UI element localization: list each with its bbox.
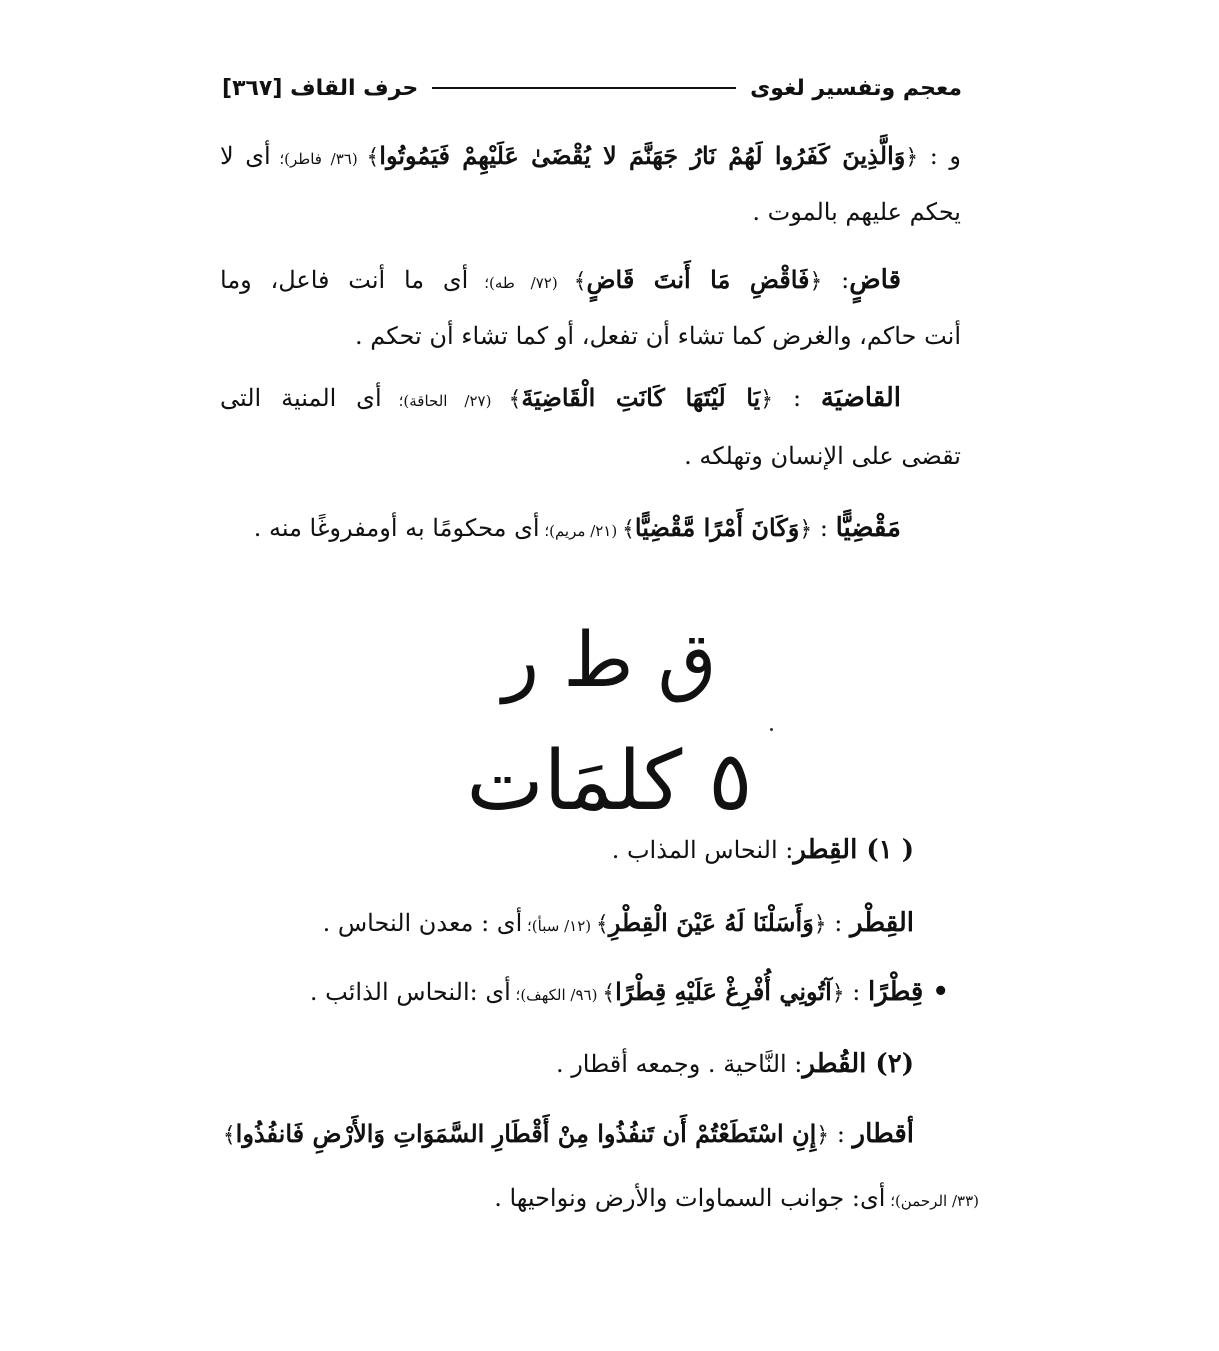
- quran-verse: فَاقْضِ مَا أَنتَ قَاضٍ: [586, 265, 810, 294]
- text-run: و :: [918, 142, 961, 170]
- quran-verse: يَا لَيْتَهَا كَانَتِ الْقَاضِيَةَ: [521, 383, 761, 412]
- text-run: ﴾: [573, 269, 587, 294]
- text-run: ﴾: [595, 912, 609, 937]
- text-run: :: [812, 514, 836, 542]
- text-run: ﴾: [508, 387, 522, 412]
- text-run: أى ما أنت فاعل، وما: [220, 266, 469, 294]
- text-run: أى : معدن النحاس .: [322, 909, 523, 937]
- entry-line: [222, 1114, 914, 1154]
- quran-verse: آتُونِي أُفْرِغْ عَلَيْهِ قِطْرًا: [615, 977, 832, 1006]
- entry-line: [220, 1044, 914, 1084]
- text-run: أى لا: [220, 142, 271, 170]
- text-run: ﴿: [760, 387, 774, 412]
- verse-reference: (٩٦/ الكهف)؛: [510, 986, 603, 1004]
- headword: قاضٍ: [849, 265, 902, 295]
- entry-line: [220, 316, 961, 356]
- headword: القاضيَة: [820, 383, 902, 413]
- text-run: ﴾: [222, 1123, 236, 1148]
- quran-verse: وَأَسَلْنَا لَهُ عَيْنَ الْقِطْرِ: [608, 908, 814, 937]
- root-letters-heading: ق ط ر: [502, 615, 717, 704]
- quran-verse: وَكَانَ أَمْرًا مَّقْضِيًّا: [634, 513, 800, 542]
- text-run: أى المنية التى: [220, 384, 382, 412]
- quran-verse: وَالَّذِينَ كَفَرُوا لَهُمْ نَارُ جَهَنَّمَ لا يُقْضَىٰ عَلَيْهِمْ فَيَمُوتُوا: [379, 141, 906, 170]
- text-run: أنت حاكم، والغرض كما تشاء أن تفعل، أو كما تشاء أن تحكم .: [355, 322, 961, 350]
- entry-line: [220, 378, 901, 418]
- quran-verse: إِنِ اسْتَطَعْتُمْ أَن تَنفُذُوا مِنْ أَقْطَارِ السَّمَوَاتِ وَالأَرْضِ فَانفُذُوا: [235, 1119, 817, 1148]
- text-run: أى: جوانب السماوات والأرض ونواحيها .: [494, 1184, 886, 1212]
- text-run: :: [829, 1120, 853, 1148]
- header-rule: [432, 87, 736, 89]
- text-run: :: [773, 384, 821, 412]
- text-run: أى محكومًا به أومفروغًا منه .: [253, 514, 540, 542]
- word-count-heading: ٥ كلمَات: [466, 734, 753, 829]
- text-run: يحكم عليهم بالموت .: [752, 198, 961, 226]
- text-run: ﴾: [602, 981, 616, 1006]
- headword: (٢) القُطر: [802, 1049, 914, 1079]
- entry-line: [220, 972, 949, 1012]
- text-run: أى :النحاس الذائب .: [309, 978, 511, 1006]
- text-run: :: [822, 266, 850, 294]
- verse-reference: (٧٢/ طه)؛: [468, 274, 574, 292]
- entry-line: [220, 903, 914, 943]
- text-run: ﴿: [905, 145, 919, 170]
- entry-line: [220, 830, 914, 870]
- text-run: تقضى على الإنسان وتهلكه .: [684, 442, 961, 470]
- section-page-number: حرف القاف [٣٦٧]: [222, 75, 419, 101]
- verse-reference: (٣٦/ فاطر)؛: [270, 150, 367, 168]
- entry-line: [220, 1178, 979, 1218]
- text-run: ﴿: [813, 912, 827, 937]
- text-run: ﴿: [816, 1123, 830, 1148]
- entry-line: [220, 436, 961, 476]
- book-title: معجم وتفسير لغوى: [750, 75, 962, 101]
- text-run: ﴾: [366, 145, 380, 170]
- headword: • قِطْرًا: [868, 977, 949, 1007]
- entry-line: [220, 260, 901, 300]
- text-run: ﴿: [809, 269, 823, 294]
- entry-line: [220, 192, 961, 232]
- page-header: [222, 68, 962, 108]
- headword: ( ١) القِطر: [793, 835, 914, 865]
- text-run: ﴾: [622, 517, 635, 542]
- verse-reference: (٣٣/ الرحمن)؛: [885, 1192, 979, 1210]
- entry-line: [220, 136, 961, 176]
- entry-line: [220, 508, 901, 548]
- text-run: ﴿: [799, 517, 813, 542]
- text-run: :: [826, 909, 851, 937]
- verse-reference: (١٢/ سبأ)؛: [522, 917, 596, 935]
- text-run: : النحاس المذاب .: [611, 836, 794, 864]
- headword: القِطْر: [850, 908, 914, 938]
- verse-reference: (٢١/ مريم)؛: [539, 522, 622, 540]
- text-run: ﴿: [831, 981, 845, 1006]
- text-run: : النَّاحية . وجمعه أقطار .: [555, 1050, 803, 1078]
- headword: مَقْضِيًّا: [835, 513, 901, 543]
- text-run: :: [844, 978, 868, 1006]
- verse-reference: (٢٧/ الحاقة)؛: [381, 392, 509, 410]
- headword: أقطار: [852, 1119, 914, 1149]
